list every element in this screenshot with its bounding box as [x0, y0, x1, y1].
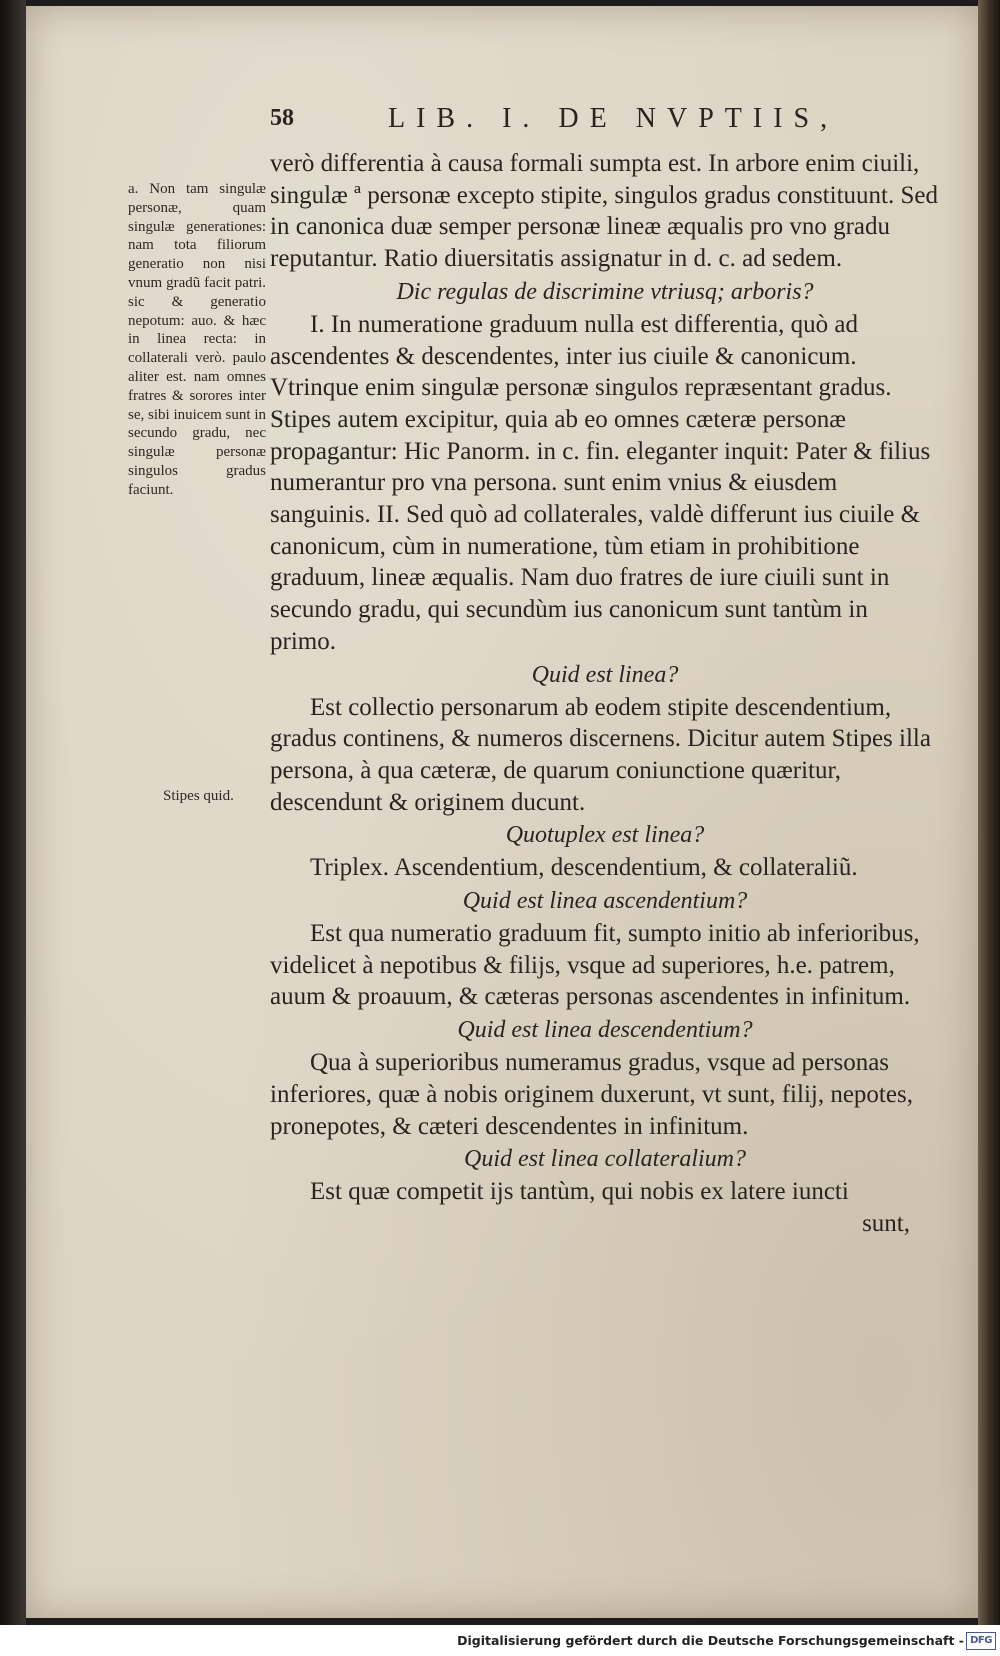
marginal-note-stipes: Stipes quid.	[163, 788, 234, 804]
paragraph: Qua à superioribus numeramus gradus, vsque ad personas inferiores, quæ à nobis originem duxerunt, vt sunt, filij, nepotes, pronepotes, & cæteri descendentes in infinitum.	[270, 1049, 913, 1140]
dfg-logo[interactable]: DFG	[966, 1632, 996, 1650]
running-head: LIB. I. DE NVPTIIS,	[388, 103, 839, 134]
digitization-footer	[0, 1625, 1000, 1656]
question-heading: Quid est linea ascendentium?	[462, 888, 748, 915]
funding-credit: Digitalisierung gefördert durch die Deutsche Forschungsgemeinschaft -	[457, 1633, 964, 1648]
paragraph: verò differentia à causa formali sumpta est. In arbore enim ciuili, singulæ ª personæ excepto stipite, singulos gradus constituunt. Sed in canonica duæ semper personæ lineæ æqualis pro vno gradu reputantur. Ratio diuersitatis assignatur in d. c. ad sedem.	[270, 150, 938, 273]
marginal-note-a: a. Non tam singulæ personæ, quam singulæ generationes: nam tota filiorum generatio non nisi vnum gradũ facit patri. sic & generatio nepotum: auo. & hæc in linea recta: in collaterali verò. paulo aliter est. nam omnes fratres & sorores inter se, sibi inuicem sunt in secundo gradu, nec singulæ personæ singulos gradus faciunt.	[128, 181, 266, 498]
question-heading: Quid est linea collateralium?	[464, 1146, 746, 1173]
page-header	[270, 103, 839, 143]
folio-number: 58	[270, 105, 294, 131]
paragraph: Est collectio personarum ab eodem stipite descendentium, gradus continens, & numeros discernens. Dicitur autem Stipes illa persona, à qua cæteræ, de quarum coniunctione quæritur, descendunt & originem ducunt.	[270, 693, 931, 816]
catchword: sunt,	[862, 1209, 910, 1237]
paragraph: Est quæ competit ijs tantùm, qui nobis ex latere iuncti	[310, 1178, 849, 1206]
paragraph: I. In numeratione graduum nulla est differentia, quò ad ascendentes & descendentes, inter ius ciuile & canonicum. Vtrinque enim singulæ personæ singulos repræsentant gradus. Stipes autem excipitur, quia ab eo omnes cæteræ personæ propagantur: Hic Panorm. in c. fin. eleganter inquit: Pater & filius numerantur pro vna persona. sunt enim vnius & eiusdem sanguinis. II. Sed quò ad collaterales, valdè differunt ius ciuile & canonicum, cùm in numeratione, tùm etiam in prohibitione graduum, lineæ æqualis. Nam duo fratres de iure ciuili sunt in secundo gradu, qui secundùm ius canonicum sunt tantùm in primo.	[270, 310, 931, 655]
question-heading: Quid est linea descendentium?	[457, 1017, 753, 1044]
book-spine-shadow	[0, 0, 26, 1625]
question-heading: Dic regulas de discrimine vtriusq; arboris?	[396, 278, 814, 305]
paragraph: Est qua numeratio graduum fit, sumpto initio ab inferioribus, videlicet à nepotibus & filijs, vsque ad superiores, h.e. patrem, auum & proauum, & cæteras personas ascendentes in infinitum.	[270, 920, 920, 1011]
paragraph: Triplex. Ascendentium, descendentium, & collateraliũ.	[310, 854, 858, 882]
question-heading: Quid est linea?	[531, 661, 679, 688]
question-heading: Quotuplex est linea?	[505, 822, 705, 849]
page-edge	[978, 0, 1000, 1625]
main-text-block	[270, 148, 940, 1240]
